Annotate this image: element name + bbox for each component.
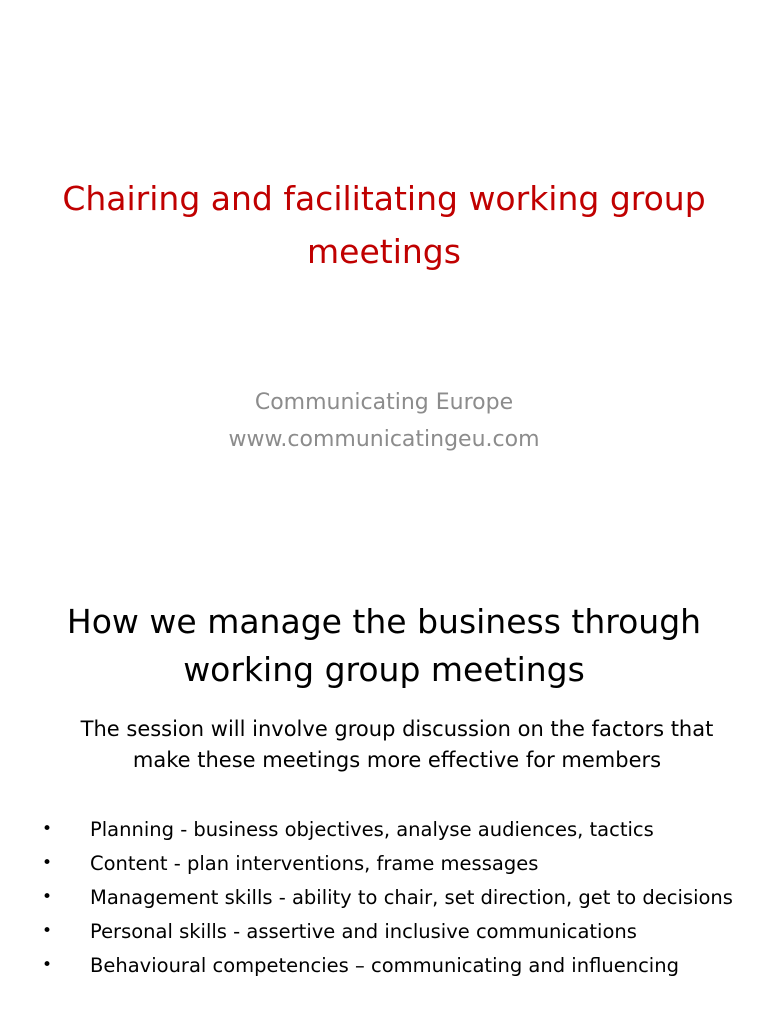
list-item-text: Personal skills - assertive and inclusive communications [90,920,637,943]
list-item-text: Content - plan interventions, frame messages [90,852,539,875]
content-slide [0,576,768,1024]
list-item [42,884,762,911]
bullet-icon: • [42,853,53,873]
slide-title: Chairing and facilitating working group meetings [62,179,706,271]
list-item [42,952,762,979]
bullet-icon: • [42,921,53,941]
bullet-icon: • [42,887,53,907]
list-item [42,850,762,877]
list-item-text: Behavioural competencies – communicating and influencing [90,954,679,977]
slide-subtitle [0,384,768,458]
bullet-icon: • [42,955,53,975]
list-item-text: Planning - business objectives, analyse audiences, tactics [90,818,654,841]
subtitle-website: www.communicatingeu.com [228,427,540,452]
list-item [42,816,762,843]
list-item-text: Management skills - ability to chair, set direction, get to decisions [90,886,733,909]
intro-paragraph: The session will involve group discussion on the factors that make these meetings more effective for members [80,717,714,772]
bullet-icon: • [42,819,53,839]
bullet-list [42,816,762,986]
list-item [42,918,762,945]
slide-title: How we manage the business through working group meetings [66,602,702,689]
subtitle-organization: Communicating Europe [254,390,514,415]
